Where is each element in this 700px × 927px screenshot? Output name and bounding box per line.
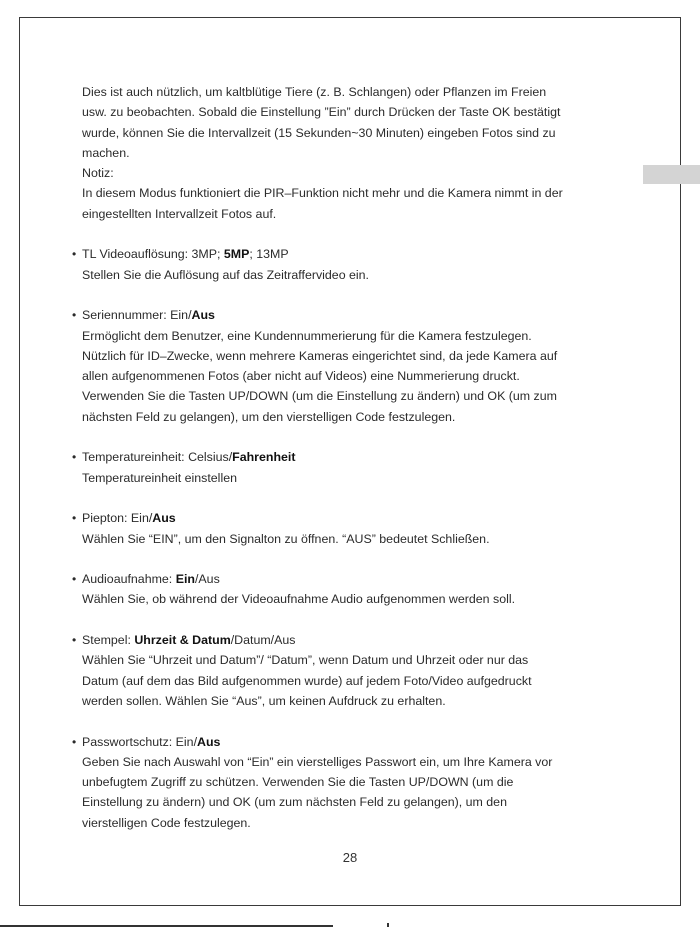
setting-item (72, 244, 632, 285)
setting-description-line: Nützlich für ID–Zwecke, wenn mehrere Kameras eingerichtet sind, da jede Kamera auf (82, 348, 558, 363)
bottom-rule (0, 925, 333, 927)
setting-heading (72, 569, 632, 589)
setting-option: /Aus (194, 572, 220, 587)
setting-option-default: Ein (175, 572, 195, 587)
bullet-icon: • (72, 734, 77, 749)
setting-heading (72, 732, 632, 752)
setting-label: Temperatureinheit: (82, 450, 189, 465)
setting-label: Seriennummer: (82, 308, 171, 323)
setting-option-default: Aus (197, 734, 221, 749)
setting-heading (72, 447, 632, 467)
item-spacer (72, 610, 632, 630)
setting-option: /Datum/Aus (230, 633, 296, 648)
setting-description-line: allen aufgenommenen Fotos (aber nicht auf Videos) eine Nummerierung druckt. (82, 369, 520, 384)
setting-item (72, 305, 632, 427)
settings-list (72, 224, 632, 833)
intro-line: machen. (82, 145, 130, 160)
setting-option: Ein/ (170, 308, 192, 323)
setting-option: 3MP; (191, 247, 224, 262)
setting-option-default: 5MP (223, 247, 250, 262)
intro-line: Dies ist auch nützlich, um kaltblütige Tiere (z. B. Schlangen) oder Pflanzen im Freien (82, 85, 547, 99)
setting-description-line: Wählen Sie “EIN”, um den Signalton zu öffnen. “AUS” bedeutet Schließen. (82, 531, 490, 546)
setting-label: Passwortschutz: (82, 734, 176, 749)
setting-description-line: Verwenden Sie die Tasten UP/DOWN (um die Einstellung zu ändern) und OK (um zum (82, 389, 557, 404)
item-spacer (72, 488, 632, 508)
setting-item (72, 447, 632, 488)
setting-heading (72, 508, 632, 528)
setting-description-line: Stellen Sie die Auflösung auf das Zeitraffervideo ein. (82, 267, 370, 282)
page-number: 28 (342, 850, 358, 865)
bullet-icon: • (72, 633, 77, 648)
item-spacer (72, 711, 632, 731)
side-tab-marker (643, 165, 700, 184)
setting-description-line: Temperatureinheit einstellen (82, 470, 237, 485)
setting-option: ; 13MP (249, 247, 289, 262)
bullet-icon: • (72, 450, 77, 465)
bottom-tick (387, 923, 389, 927)
setting-description-line: Geben Sie nach Auswahl von “Ein” ein vierstelliges Passwort ein, um Ihre Kamera vor (82, 754, 553, 769)
setting-heading (72, 305, 632, 325)
setting-option-default: Fahrenheit (232, 450, 296, 465)
bullet-icon: • (72, 308, 77, 323)
setting-description-line: Einstellung zu ändern) und OK (um zum nächsten Feld zu gelangen), um den (82, 795, 507, 810)
item-spacer (72, 224, 632, 244)
setting-option: Celsius/ (188, 450, 233, 465)
bullet-icon: • (72, 511, 77, 526)
setting-description-line: Ermöglicht dem Benutzer, eine Kundennummerierung für die Kamera festzulegen. (82, 328, 532, 343)
setting-description-line: Datum (auf dem das Bild aufgenommen wurde) auf jedem Foto/Video aufgedruckt (82, 673, 532, 688)
setting-description-line: nächsten Feld zu gelangen), um den vierstelligen Code festzulegen. (82, 409, 456, 424)
setting-option: Ein/ (175, 734, 198, 749)
bullet-icon: • (72, 572, 77, 587)
item-spacer (72, 549, 632, 569)
setting-heading (72, 244, 632, 264)
note-label: Notiz: (82, 166, 114, 181)
intro-section (72, 82, 632, 224)
setting-option-default: Aus (152, 511, 176, 526)
item-spacer (72, 285, 632, 305)
setting-label: TL Videoauflösung: (82, 247, 192, 262)
setting-description-line: Wählen Sie, ob während der Videoaufnahme Audio aufgenommen werden soll. (82, 592, 516, 607)
setting-description-line: Wählen Sie “Uhrzeit und Datum”/ “Datum”, wenn Datum und Uhrzeit oder nur das (82, 653, 529, 668)
setting-item (72, 508, 632, 549)
setting-item (72, 569, 632, 610)
note-line: eingestellten Intervallzeit Fotos auf. (82, 206, 277, 221)
intro-line: wurde, können Sie die Intervallzeit (15 Sekunden~30 Minuten) eingeben Fotos sind zu (82, 125, 556, 140)
bullet-icon: • (72, 247, 77, 262)
intro-line: usw. zu beobachten. Sobald die Einstellung ”Ein” durch Drücken der Taste OK bestätigt (82, 105, 561, 120)
setting-heading (72, 630, 632, 650)
setting-option: Ein/ (130, 511, 153, 526)
setting-label: Piepton: (82, 511, 131, 526)
setting-description-line: unbefugtem Zugriff zu schützen. Verwenden Sie die Tasten UP/DOWN (um die (82, 775, 514, 790)
setting-option-default: Aus (191, 308, 215, 323)
item-spacer (72, 427, 632, 447)
setting-item (72, 732, 632, 833)
setting-description-line: werden sollen. Wählen Sie “Aus”, um keinen Aufdruck zu erhalten. (82, 693, 446, 708)
note-line: In diesem Modus funktioniert die PIR–Funktion nicht mehr und die Kamera nimmt in der (82, 186, 563, 201)
page-content (72, 82, 632, 833)
setting-label: Audioaufnahme: (82, 572, 176, 587)
setting-option-default: Uhrzeit & Datum (134, 633, 231, 648)
setting-item (72, 630, 632, 711)
setting-label: Stempel: (82, 633, 135, 648)
setting-description-line: vierstelligen Code festzulegen. (82, 815, 251, 830)
